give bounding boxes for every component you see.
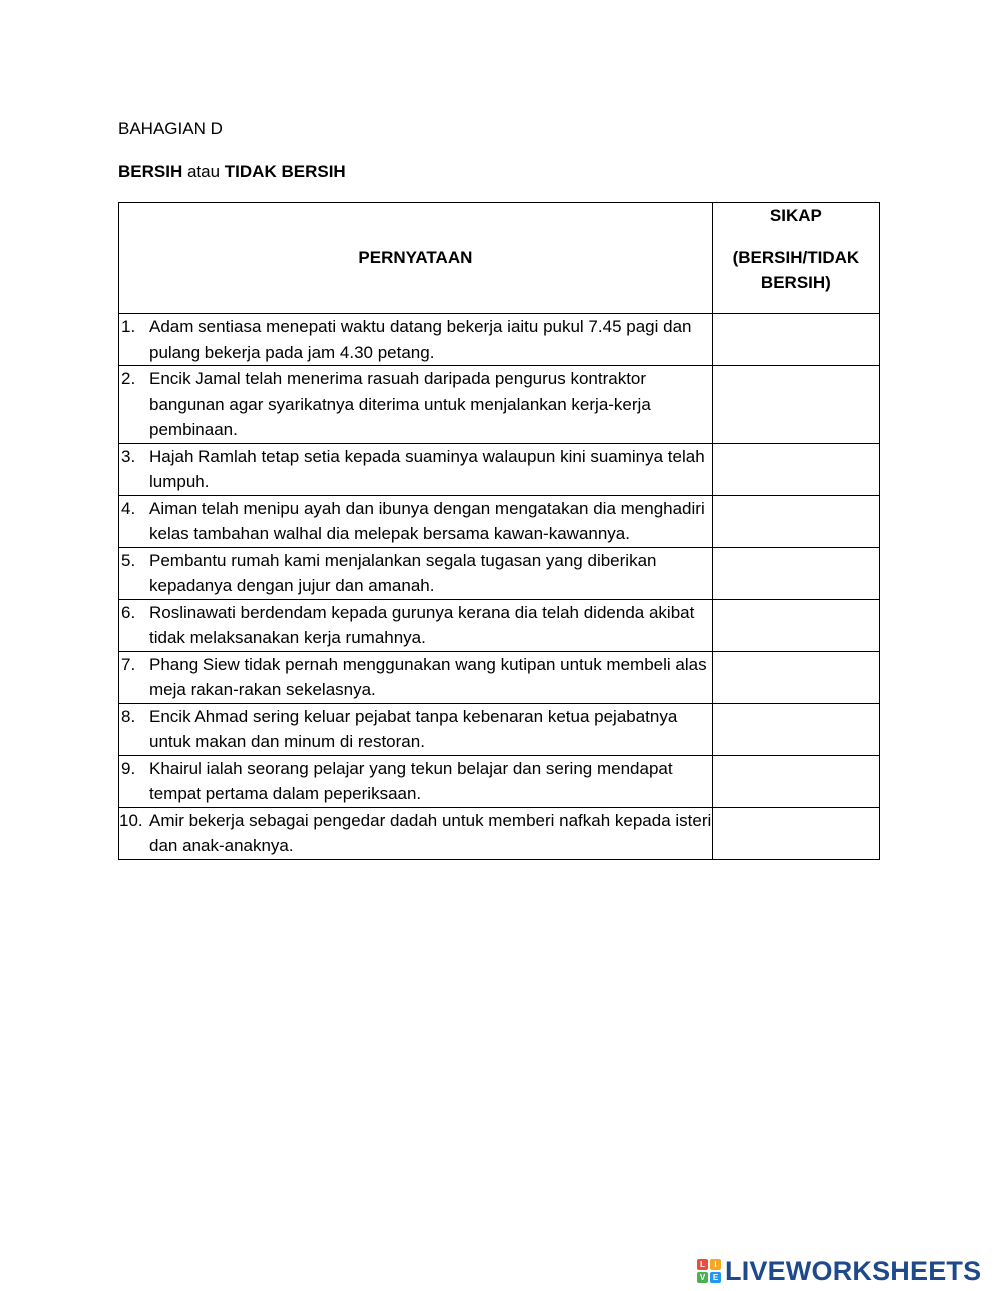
- statement-cell: [119, 314, 713, 366]
- table-row: [119, 651, 880, 703]
- answer-cell[interactable]: [712, 755, 879, 807]
- instruction-line: [118, 162, 346, 182]
- option-bersih: BERSIH: [118, 162, 183, 181]
- table-row: [119, 443, 880, 495]
- statement-text: Phang Siew tidak pernah menggunakan wang kutipan untuk membeli alas meja rakan-rakan sekelasnya.: [149, 654, 707, 699]
- header-answer-sub: (BERSIH/TIDAK BERSIH): [732, 248, 860, 292]
- statement-cell: [119, 755, 713, 807]
- statement-number: 5.: [121, 550, 136, 570]
- statement-item: [119, 314, 712, 365]
- statement-cell: [119, 495, 713, 547]
- statement-cell: [119, 703, 713, 755]
- instruction-joiner: atau: [186, 162, 221, 181]
- statement-cell: [119, 599, 713, 651]
- statement-item: [119, 808, 712, 859]
- statement-number: 4.: [121, 498, 136, 518]
- header-answer: [712, 203, 879, 314]
- statement-number: 8.: [121, 706, 136, 726]
- table-row: [119, 703, 880, 755]
- header-statement: PERNYATAAN: [119, 203, 713, 314]
- liveworksheets-wordmark: LIVEWORKSHEETS: [725, 1255, 982, 1286]
- statement-table: [118, 202, 880, 860]
- table-row: [119, 366, 880, 444]
- statement-item: [119, 756, 712, 807]
- header-answer-title: SIKAP: [769, 206, 822, 225]
- statement-number: 1.: [121, 317, 136, 336]
- logo-tile: L: [697, 1259, 708, 1270]
- answer-cell[interactable]: [712, 366, 879, 444]
- statement-item: [119, 496, 712, 547]
- statement-text: Adam sentiasa menepati waktu datang bekerja iaitu pukul 7.45 pagi dan pulang bekerja pada jam 4.30 petang.: [149, 317, 692, 362]
- statement-item: [119, 366, 712, 443]
- statement-item: [119, 444, 712, 495]
- statement-text: Roslinawati berdendam kepada gurunya kerana dia telah didenda akibat tidak melaksanakan kerja rumahnya.: [149, 602, 695, 647]
- statement-number: 7.: [121, 654, 136, 674]
- statement-cell: [119, 443, 713, 495]
- statement-text: Khairul ialah seorang pelajar yang tekun belajar dan sering mendapat tempat pertama dalam peperiksaan.: [149, 758, 673, 803]
- answer-cell[interactable]: [712, 314, 879, 366]
- statement-number: 10.: [119, 810, 143, 830]
- table-header-row: [119, 203, 880, 314]
- logo-tile: I: [710, 1259, 721, 1270]
- liveworksheets-mark-icon: [697, 1259, 721, 1283]
- table-row: [119, 547, 880, 599]
- answer-cell[interactable]: [712, 807, 879, 859]
- table-row: [119, 495, 880, 547]
- answer-cell[interactable]: [712, 651, 879, 703]
- statement-text: Aiman telah menipu ayah dan ibunya dengan mengatakan dia menghadiri kelas tambahan walhal dia melepak bersama kawan-kawannya.: [149, 498, 705, 543]
- answer-cell[interactable]: [712, 443, 879, 495]
- statement-cell: [119, 547, 713, 599]
- answer-cell[interactable]: [712, 547, 879, 599]
- statement-text: Encik Jamal telah menerima rasuah daripada pengurus kontraktor bangunan agar syarikatnya diterima untuk menjalankan kerja-kerja pembinaan.: [149, 369, 651, 439]
- table-row: [119, 807, 880, 859]
- statement-cell: [119, 807, 713, 859]
- statement-item: [119, 600, 712, 651]
- statement-number: 3.: [121, 446, 136, 466]
- statement-text: Amir bekerja sebagai pengedar dadah untuk memberi nafkah kepada isteri dan anak-anaknya.: [149, 810, 712, 855]
- statement-text: Pembantu rumah kami menjalankan segala tugasan yang diberikan kepadanya dengan jujur dan amanah.: [149, 550, 657, 595]
- answer-cell[interactable]: [712, 703, 879, 755]
- table-row: [119, 755, 880, 807]
- option-tidak-bersih: TIDAK BERSIH: [224, 162, 346, 181]
- section-title: BAHAGIAN D: [118, 119, 223, 138]
- statement-number: 9.: [121, 758, 136, 778]
- table-row: [119, 599, 880, 651]
- answer-cell[interactable]: [712, 495, 879, 547]
- answer-cell[interactable]: [712, 599, 879, 651]
- statement-cell: [119, 366, 713, 444]
- liveworksheets-logo: [697, 1255, 981, 1287]
- statement-text: Hajah Ramlah tetap setia kepada suaminya walaupun kini suaminya telah lumpuh.: [149, 446, 705, 491]
- statement-cell: [119, 651, 713, 703]
- statement-item: [119, 704, 712, 755]
- table-row: [119, 314, 880, 366]
- statement-item: [119, 652, 712, 703]
- statement-item: [119, 548, 712, 599]
- logo-tile: E: [710, 1272, 721, 1283]
- statement-text: Encik Ahmad sering keluar pejabat tanpa kebenaran ketua pejabatnya untuk makan dan minum di restoran.: [149, 706, 678, 751]
- statement-number: 2.: [121, 369, 136, 388]
- statement-number: 6.: [121, 602, 136, 622]
- logo-tile: V: [697, 1272, 708, 1283]
